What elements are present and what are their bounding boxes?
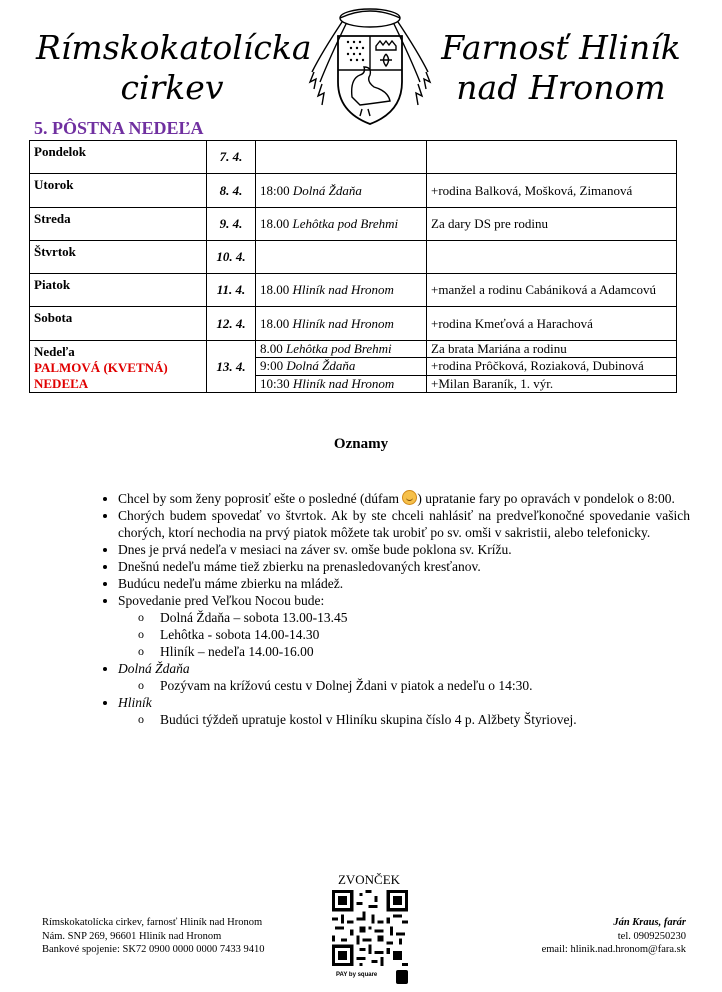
priest-phone: tel. 0909250230 — [617, 930, 686, 942]
list-item — [118, 490, 690, 507]
sub-list — [118, 711, 690, 728]
mass-place: Dolná Ždaňa — [292, 182, 362, 198]
mass-cell — [256, 208, 427, 241]
date-cell: 12. 4. — [207, 307, 256, 341]
day-cell — [30, 341, 207, 393]
sub-list-item: o Lehôtka - sobota 14.00-14.30 — [138, 626, 690, 643]
mass-time: 18.00 — [260, 315, 290, 331]
week-title: 5. PÔSTNA NEDEĽA — [34, 118, 204, 138]
date-cell: 7. 4. — [207, 141, 256, 174]
footer-contact — [542, 916, 686, 957]
intention-cell — [427, 141, 677, 174]
table-row — [30, 208, 677, 241]
intention-cell: +Milan Baraník, 1. výr. — [427, 375, 677, 392]
parish-crest-icon — [302, 2, 438, 128]
sub-list — [118, 677, 690, 694]
announcements-list — [92, 490, 690, 728]
mass-cell — [256, 341, 427, 358]
list-item — [118, 592, 690, 660]
table-row — [30, 274, 677, 307]
day-cell: Utorok — [30, 174, 207, 208]
table-row — [30, 141, 677, 174]
table-row — [30, 241, 677, 274]
day-cell: Streda — [30, 208, 207, 241]
footer-bank: Bankové spojenie: SK72 0900 0000 0000 7433 9410 — [42, 944, 265, 955]
header-left-line2: cirkev — [120, 68, 224, 107]
mass-cell — [256, 174, 427, 208]
list-item — [118, 694, 690, 728]
intention-cell — [427, 241, 677, 274]
mass-cell — [256, 241, 427, 274]
mass-place: Hliník nad Hronom — [292, 315, 394, 331]
header-right — [430, 28, 692, 108]
day-cell: Pondelok — [30, 141, 207, 174]
day-name: Nedeľa — [34, 344, 75, 359]
mass-cell — [256, 358, 427, 375]
sub-list-item: o Hliník – nedeľa 14.00-16.00 — [138, 643, 690, 660]
mass-schedule-table — [29, 140, 677, 393]
item-text: Hliník — [118, 695, 152, 710]
qr-label: ZVONČEK — [337, 872, 401, 887]
priest-name: Ján Kraus, farár — [613, 917, 686, 928]
footer-street: Nám. SNP 269, 96601 Hliník nad Hronom — [42, 930, 222, 942]
date-cell: 13. 4. — [207, 341, 256, 393]
mass-place: Hliník nad Hronom — [292, 282, 394, 297]
priest-email[interactable]: email: hlinik.nad.hronom@fara.sk — [541, 944, 686, 955]
list-item: • Dnes je prvá nedeľa v mesiaci na záver sv. omše bude poklona sv. Krížu. — [118, 541, 690, 558]
list-item: • Dnešnú nedeľu máme tiež zbierku na prenasledovaných kresťanov. — [118, 558, 690, 575]
mass-time: 18.00 — [260, 216, 290, 231]
table-row — [30, 307, 677, 341]
header-right-line1: Farnosť Hliník — [441, 28, 681, 67]
day-cell: Sobota — [30, 307, 207, 341]
list-item — [118, 660, 690, 694]
pay-by-square-label: PAY by square — [336, 972, 378, 978]
list-item: • Chorých budem spovedať vo štvrtok. Ak by ste chceli nahlásiť na predveľkonočné spovedanie vašich chorých, ktorí nechodia na prvý piatok môžete tak urobiť po sv. omši v sakristii, alebo telefonicky. — [118, 507, 690, 541]
intention-cell: +rodina Prôčková, Roziaková, Dubinová — [427, 358, 677, 375]
item-text: Spovedanie pred Veľkou Nocou bude: — [118, 593, 325, 608]
date-cell: 11. 4. — [207, 274, 256, 307]
qr-code-icon[interactable] — [332, 890, 408, 966]
sub-list-item: o Budúci týždeň upratuje kostol v Hliníku skupina číslo 4 p. Alžbety Štyriovej. — [138, 711, 690, 728]
mass-time: 18:00 — [260, 182, 290, 198]
mass-cell — [256, 141, 427, 174]
smiley-icon — [402, 490, 417, 505]
intention-cell: +manžel a rodinu Cabániková a Adamcovú — [427, 274, 677, 307]
item-text: ) upratanie fary po opravách v pondelok o 8:00. — [417, 491, 675, 506]
day-cell: Piatok — [30, 274, 207, 307]
day-cell: Štvrtok — [30, 241, 207, 274]
date-cell: 8. 4. — [207, 174, 256, 208]
date-cell: 10. 4. — [207, 241, 256, 274]
mass-time: 9:00 — [260, 358, 284, 374]
footer-address — [42, 916, 265, 957]
pay-by-square-logo-icon — [396, 970, 408, 984]
intention-cell: Za brata Mariána a rodinu — [427, 341, 677, 358]
header-left-line1: Rímskokatolícka — [36, 28, 312, 67]
mass-cell — [256, 274, 427, 307]
mass-cell — [256, 307, 427, 341]
intention-cell: Za dary DS pre rodinu — [427, 208, 677, 241]
intention-cell: +rodina Balková, Mošková, Zimanová — [427, 174, 677, 208]
announcements-title: Oznamy — [333, 436, 389, 452]
mass-place: Hliník nad Hronom — [292, 375, 395, 391]
mass-time: 18.00 — [260, 282, 290, 297]
mass-time: 8.00 — [260, 341, 283, 357]
mass-place: Lehôtka pod Brehmi — [286, 341, 392, 357]
mass-place: Lehôtka pod Brehmi — [292, 216, 399, 231]
table-row — [30, 341, 677, 358]
feast-name: PALMOVÁ (KVETNÁ) NEDEĽA — [34, 360, 168, 391]
intention-cell: +rodina Kmeťová a Harachová — [427, 307, 677, 341]
item-text: Dolná Ždaňa — [118, 661, 190, 676]
sub-list-item: o Dolná Ždaňa – sobota 13.00-13.45 — [138, 609, 690, 626]
header-right-line2: nad Hronom — [456, 68, 666, 107]
mass-time: 10:30 — [260, 375, 290, 391]
sub-list — [118, 609, 690, 660]
mass-cell — [256, 375, 427, 392]
sub-list-item: o Pozývam na krížovú cestu v Dolnej Ždani v piatok a nedeľu o 14:30. — [138, 677, 690, 694]
footer-org: Rímskokatolícka cirkev, farnosť Hliník nad Hronom — [42, 917, 263, 928]
item-text: Chcel by som ženy poprosiť ešte o posledné (dúfam — [118, 491, 403, 506]
list-item: • Budúcu nedeľu máme zbierku na mládež. — [118, 575, 690, 592]
date-cell: 9. 4. — [207, 208, 256, 241]
mass-place: Dolná Ždaňa — [286, 358, 356, 374]
table-row — [30, 174, 677, 208]
header-left — [36, 28, 312, 108]
